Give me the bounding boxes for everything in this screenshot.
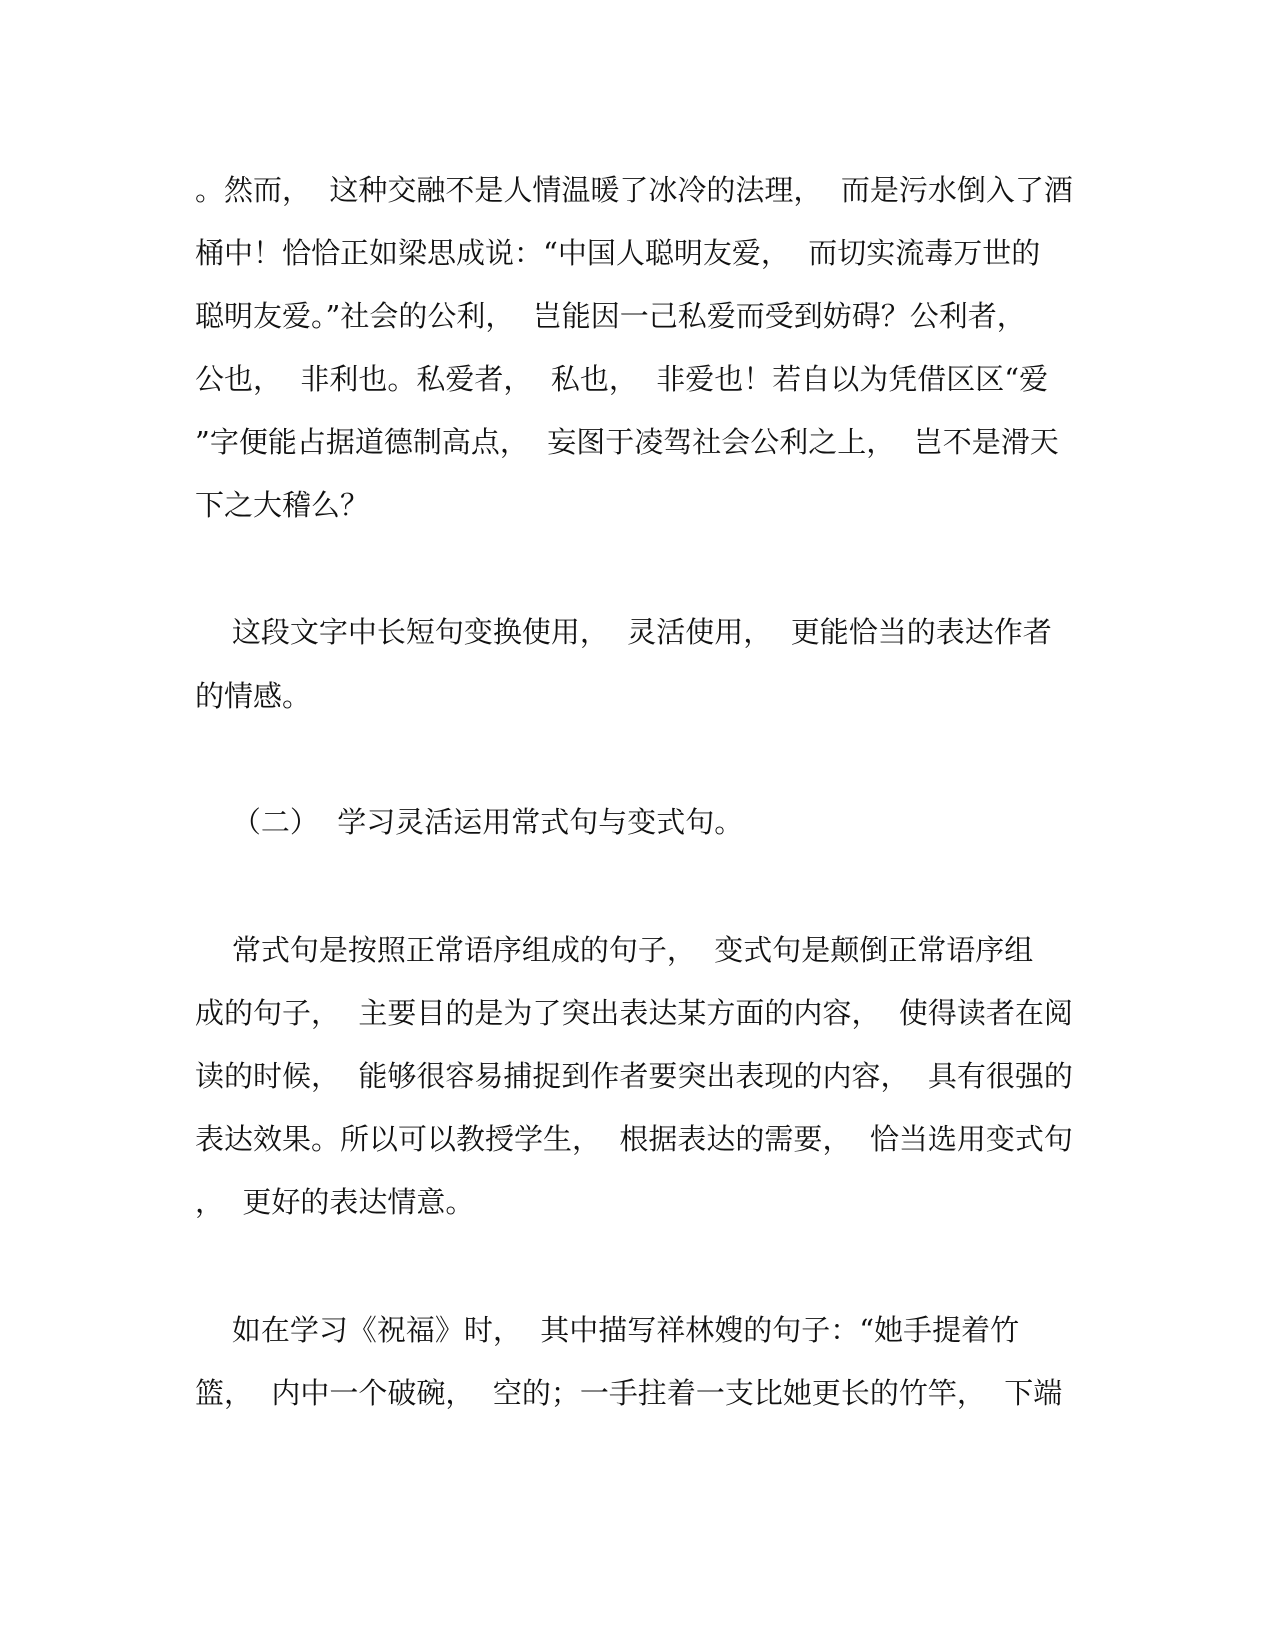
text-line: 如在学习《祝福》时， 其中描写祥林嫂的句子：“她手提着竹 [195, 1313, 1020, 1347]
text-line: 公也， 非利也。私爱者， 私也， 非爱也！若自以为凭借区区“爱 [195, 362, 1049, 396]
text-line: 下之大稽么？ [195, 488, 370, 522]
text-line: 表达效果。所以可以教授学生， 根据表达的需要， 恰当选用变式句 [195, 1122, 1073, 1156]
text-line: 桶中！恰恰正如梁思成说：“中国人聪明友爱， 而切实流毒万世的 [195, 236, 1041, 270]
text-line: 常式句是按照正常语序组成的句子， 变式句是颠倒正常语序组 [195, 933, 1034, 967]
text-line: ， 更好的表达情意。 [195, 1185, 475, 1219]
text-line: 篮， 内中一个破碗， 空的；一手拄着一支比她更长的竹竿， 下端 [195, 1376, 1063, 1410]
text-line: 读的时候， 能够很容易捕捉到作者要突出表现的内容， 具有很强的 [195, 1059, 1073, 1093]
text-line: 成的句子， 主要目的是为了突出表达某方面的内容， 使得读者在阅 [195, 996, 1073, 1030]
text-line: 。然而， 这种交融不是人情温暖了冰冷的法理， 而是污水倒入了酒 [195, 173, 1073, 207]
text-line: 这段文字中长短句变换使用， 灵活使用， 更能恰当的表达作者 [195, 615, 1052, 649]
section-heading: （二） 学习灵活运用常式句与变式句。 [195, 805, 744, 839]
text-line: ”字便能占据道德制高点， 妄图于凌驾社会公利之上， 岂不是滑天 [195, 425, 1059, 459]
text-line: 聪明友爱。”社会的公利， 岂能因一己私爱而受到妨碍？公利者， [195, 299, 1026, 333]
text-line: 的情感。 [195, 679, 312, 713]
